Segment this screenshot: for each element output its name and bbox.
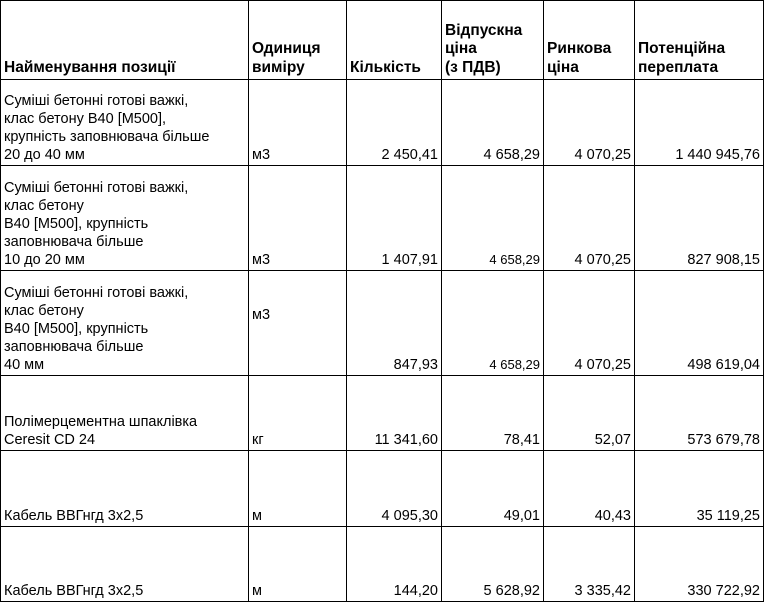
cell-overpay: 330 722,92 <box>635 527 764 602</box>
cell-overpay: 498 619,04 <box>635 271 764 376</box>
table-header-row <box>1 1 764 80</box>
cell-quantity: 1 407,91 <box>347 166 442 271</box>
header-market-price: Ринкова ціна <box>544 1 635 80</box>
table-row <box>1 271 764 376</box>
cell-quantity: 11 341,60 <box>347 376 442 451</box>
cell-overpay: 35 119,25 <box>635 451 764 527</box>
header-name: Найменування позиції <box>1 1 249 80</box>
header-overpay: Потенційна переплата <box>635 1 764 80</box>
header-quantity: Кількість <box>347 1 442 80</box>
cell-name: Суміші бетонні готові важкі, клас бетону В40 [М500], крупність заповнювача більше 20 до 40 мм <box>1 80 249 166</box>
cell-market-price: 3 335,42 <box>544 527 635 602</box>
header-unit: Одиниця виміру <box>249 1 347 80</box>
cell-market-price: 40,43 <box>544 451 635 527</box>
cell-overpay: 827 908,15 <box>635 166 764 271</box>
cell-unit: м <box>249 451 347 527</box>
cell-unit: м3 <box>249 271 347 376</box>
cell-name: Суміші бетонні готові важкі, клас бетону В40 [М500], крупність заповнювача більше 40 мм <box>1 271 249 376</box>
cell-price: 78,41 <box>442 376 544 451</box>
cell-market-price: 4 070,25 <box>544 80 635 166</box>
cell-quantity: 2 450,41 <box>347 80 442 166</box>
cell-name: Кабель ВВГнгд 3х2,5 <box>1 451 249 527</box>
cell-quantity: 144,20 <box>347 527 442 602</box>
header-price: Відпускна ціна (з ПДВ) <box>442 1 544 80</box>
table-row <box>1 166 764 271</box>
cell-name: Кабель ВВГнгд 3х2,5 <box>1 527 249 602</box>
cell-name: Суміші бетонні готові важкі, клас бетону В40 [М500], крупність заповнювача більше 10 до 20 мм <box>1 166 249 271</box>
table-row <box>1 80 764 166</box>
cell-unit: кг <box>249 376 347 451</box>
table-row <box>1 451 764 527</box>
table-row <box>1 527 764 602</box>
cell-price: 49,01 <box>442 451 544 527</box>
cell-unit: м3 <box>249 166 347 271</box>
cell-market-price: 52,07 <box>544 376 635 451</box>
cell-price: 4 658,29 <box>442 271 544 376</box>
table-row <box>1 376 764 451</box>
cell-market-price: 4 070,25 <box>544 166 635 271</box>
cell-unit: м3 <box>249 80 347 166</box>
cell-market-price: 4 070,25 <box>544 271 635 376</box>
cell-unit: м <box>249 527 347 602</box>
cell-price: 4 658,29 <box>442 80 544 166</box>
cell-overpay: 1 440 945,76 <box>635 80 764 166</box>
cell-quantity: 847,93 <box>347 271 442 376</box>
cell-name: Полімерцементна шпаклівка Ceresit CD 24 <box>1 376 249 451</box>
cell-overpay: 573 679,78 <box>635 376 764 451</box>
cell-quantity: 4 095,30 <box>347 451 442 527</box>
cell-price: 4 658,29 <box>442 166 544 271</box>
cell-price: 5 628,92 <box>442 527 544 602</box>
